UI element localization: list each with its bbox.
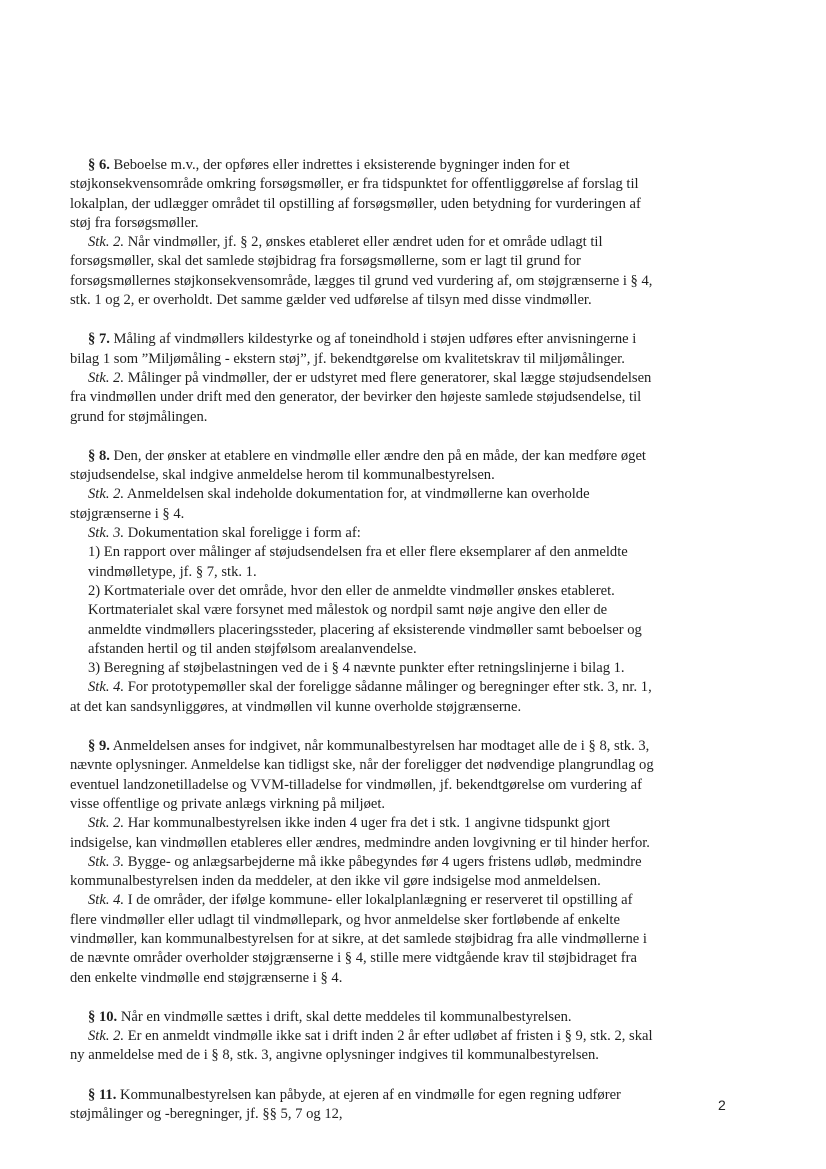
section-heading: § 7. [88,331,110,348]
section-heading: § 6. [88,157,110,173]
text-line [70,1086,730,1105]
text-run: 1) En rapport over målinger af støjudsendelsen fra et eller flere eksemplarer af den anmeldte [88,544,628,561]
text-run: de nævnte områder overholder støjgrænserne i § 4, stille mere vidtgående krav til støjbidraget fra [70,950,637,967]
text-line [70,698,730,717]
subsection-label: Stk. 2. [88,1028,125,1045]
text-run: flere vindmøller eller udlagt til vindmøllepark, og hvor anmeldelse sker fortløbende af enkelte [70,911,620,928]
section-heading: § 9. [88,738,110,755]
text-run: I de områder, der ifølge kommune- eller lokalplanlægning er reserveret til opstilling af [124,892,633,909]
text-line [70,543,730,562]
text-run: fra vindmøllen under drift med den generator, der bevirker den højeste samlede støjudsendelse, til [70,389,642,406]
text-line [70,252,730,271]
text-run: Er en anmeldt vindmølle ikke sat i drift inden 2 år efter udløbet af fristen i § 9, stk. 2, skal [124,1028,653,1045]
text-run: støjmålinger og -beregninger, jf. §§ 5, 7 og 12, [70,1106,343,1123]
text-run: For prototypemøller skal der foreligge sådanne målinger og beregninger efter stk. 3, nr. 1, [124,679,652,696]
text-run: 3) Beregning af støjbelastningen ved de i § 4 nævnte punkter efter retningslinjerne i bilag 1. [88,660,625,677]
text-line [70,930,730,949]
section-heading: § 10. [88,1008,118,1025]
subsection-label: Stk. 2. [88,815,125,832]
text-run: Måling af vindmøllers kildestyrke og af toneindhold i støjen udføres efter anvisningerne i [109,331,637,348]
text-line [70,408,730,427]
text-line [70,505,730,524]
subsection-label: Stk. 4. [88,679,125,696]
section-heading: § 11. [88,1086,117,1103]
text-line [70,485,730,504]
text-line [70,195,730,214]
paragraph [70,447,730,717]
text-run: vindmølletype, jf. § 7, stk. 1. [88,563,257,580]
text-run: støjudsendelse, skal indgive anmeldelse herom til kommunalbestyrelsen. [70,467,495,484]
subsection-label: Stk. 2. [88,234,125,251]
text-run: Når vindmøller, jf. § 2, ønskes etableret eller ændret uden for et område udlagt til [124,234,603,251]
text-line [70,350,730,369]
document-body [70,156,730,1144]
text-run: Dokumentation skal foreligge i form af: [124,525,361,542]
text-run: Anmeldelsen skal indeholde dokumentation for, at vindmøllerne kan overholde [124,486,590,503]
text-run: Beboelse m.v., der opføres eller indrettes i eksisterende bygninger inden for et [109,157,570,173]
text-run: støjkonsekvensområde omkring forsøgsmøller, er fra tidspunktet for offentliggørelse af forslag til [70,176,639,193]
text-line [70,1046,730,1065]
text-run: Kortmaterialet skal være forsynet med målestok og nordpil samt nøje angive den eller de [88,602,608,619]
paragraph [70,737,730,988]
text-run: Bygge- og anlægsarbejderne må ikke påbegyndes før 4 ugers fristens udløb, medmindre [124,853,642,870]
text-line [70,156,730,175]
text-run: Anmeldelsen anses for indgivet, når kommunalbestyrelsen har modtaget alle de i § 8, stk. 3, [109,738,650,755]
text-run: eventuel landzonetilladelse og VVM-tilladelse for vindmøllen, jf. bekendtgørelse om vurdering af [70,776,642,793]
text-run: forsøgsmøller, skal det samlede støjbidrag fra forsøgsmøllerne, som er lagt til grund for [70,253,581,270]
text-run: at det kan sandsynliggøres, at vindmøllen vil kunne overholde støjgrænserne. [70,698,522,715]
text-run: støj fra forsøgsmøller. [70,214,199,231]
text-run: ny anmeldelse med de i § 8, stk. 3, angivne oplysninger indgives til kommunalbestyrelsen. [70,1047,599,1064]
text-line [70,969,730,988]
text-line [70,1105,730,1124]
text-line [70,756,730,775]
text-line [70,466,730,485]
text-line [70,291,730,310]
text-line [70,272,730,291]
text-line [70,524,730,543]
text-run: Kommunalbestyrelsen kan påbyde, at ejeren af en vindmølle for egen regning udfører [116,1086,621,1103]
text-run: Den, der ønsker at etablere en vindmølle eller ændre den på en måde, der kan medføre øget [109,447,646,464]
text-run: anmeldte vindmøllers placeringssteder, placering af eksisterende vindmøller samt beboelser og [88,621,642,638]
text-line [70,659,730,678]
text-run: nævnte oplysninger. Anmeldelse kan tidligst ske, når der foreligger det nødvendige plangrundlag og [70,757,654,774]
text-run: kommunalbestyrelsen inden da meddeler, at den ikke vil gøre indsigelse mod anmeldelsen. [70,873,601,890]
text-run: vindmøller, kan kommunalbestyrelsen for at sikre, at det samlede støjbidrag fra alle vindmøllerne i [70,930,647,947]
text-line [70,776,730,795]
text-line [70,891,730,910]
text-run: visse offentlige og private anlægs virkning på miljøet. [70,795,386,812]
text-line [70,853,730,872]
text-line [70,949,730,968]
page-number: 2 [718,1097,726,1113]
text-run: lokalplan, der udlægger området til opstilling af forsøgsmøller, uden betydning for vurderingen af [70,195,641,212]
subsection-label: Stk. 3. [88,525,125,542]
text-line [70,563,730,582]
text-run: indsigelse, kan vindmøllen etableres eller ændres, medmindre anden lovgivning er til hinder herfor. [70,834,650,851]
text-run: Har kommunalbestyrelsen ikke inden 4 uger fra det i stk. 1 angivne tidspunkt gjort [124,815,611,832]
paragraph [70,1086,730,1125]
text-run: stk. 1 og 2, er overholdt. Det samme gælder ved udførelse af tilsyn med disse vindmøller. [70,292,592,309]
text-run: forsøgsmøllernes støjkonsekvensområde, lægges til grund ved vurdering af, om støjgrænserne i § 4, [70,272,653,289]
text-run: 2) Kortmateriale over det område, hvor den eller de anmeldte vindmøller ønskes etableret. [88,582,615,599]
paragraph [70,156,730,310]
text-run: bilag 1 som ”Miljømåling - ekstern støj”, jf. bekendtgørelse om kvalitetskrav til miljømålinger. [70,350,625,367]
text-line [70,388,730,407]
text-line [70,175,730,194]
text-run: Når en vindmølle sættes i drift, skal dette meddeles til kommunalbestyrelsen. [117,1008,572,1025]
text-run: grund for støjmålingen. [70,408,208,425]
text-run: støjgrænserne i § 4. [70,505,185,522]
paragraph [70,1008,730,1066]
text-line [70,601,730,620]
subsection-label: Stk. 2. [88,486,125,503]
text-line [70,911,730,930]
text-line [70,621,730,640]
subsection-label: Stk. 4. [88,892,125,909]
text-line [70,214,730,233]
text-line [70,330,730,349]
text-line [70,814,730,833]
text-line [70,233,730,252]
text-line [70,1027,730,1046]
text-line [70,872,730,891]
paragraph [70,330,730,426]
subsection-label: Stk. 2. [88,369,125,386]
subsection-label: Stk. 3. [88,853,125,870]
text-run: Målinger på vindmøller, der er udstyret med flere generatorer, skal lægge støjudsendelsen [124,369,652,386]
text-run: afstanden hertil og til anden støjfølsom arealanvendelse. [88,640,417,657]
text-line [70,795,730,814]
text-line [70,737,730,756]
text-line [70,678,730,697]
text-run: den enkelte vindmølle end støjgrænserne i § 4. [70,969,343,986]
text-line [70,447,730,466]
text-line [70,582,730,601]
section-heading: § 8. [88,447,110,464]
text-line [70,369,730,388]
text-line [70,1008,730,1027]
text-line [70,834,730,853]
text-line [70,640,730,659]
